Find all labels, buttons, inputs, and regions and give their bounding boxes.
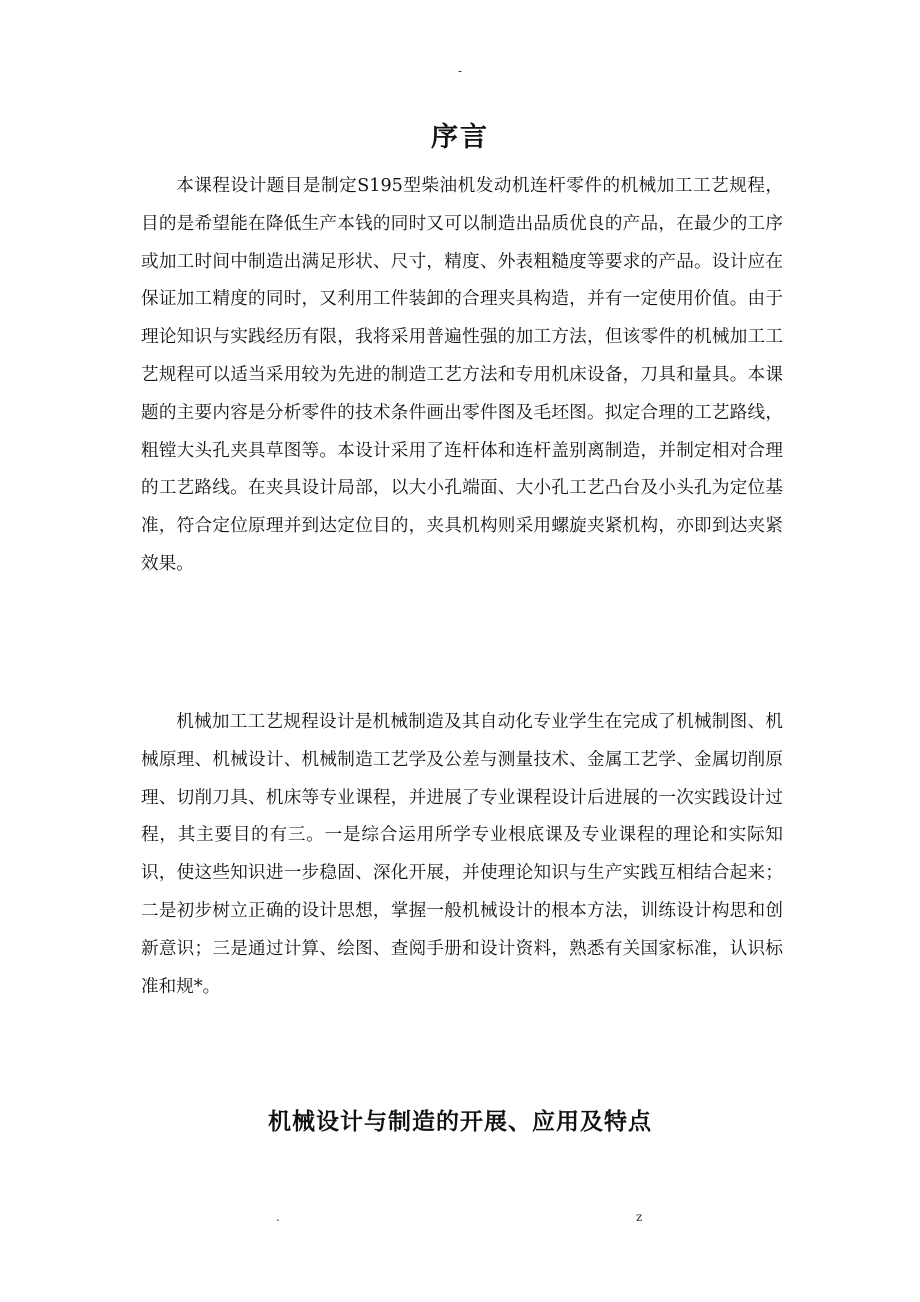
body-paragraph: 机械加工工艺规程设计是机械制造及其自动化专业学生在完成了机械制图、机械原理、机械设计、机械制造工艺学及公差与测量技术、金属工艺学、金属切削原理、切削刀具、机床等专业课程，并进展了专业课程设计后进展的一次实践设计过程，其主要目的有三。一是综合运用所学专业根底课及专业课程的理论和实际知识，使这些知识进一步稳固、深化开展，并使理论知识与生产实践互相结合起来；二是初步树立正确的设计思想，掌握一般机械设计的根本方法，训练设计构思和创新意识；三是通过计算、绘图、查阅手册和设计资料，熟悉有关国家标准，认识标准和规*。: [141, 712, 783, 997]
page-title: 序言: [431, 122, 489, 153]
body-paragraph: 本课程设计题目是制定S195型柴油机发动机连杆零件的机械加工工艺规程，目的是希望能在降低生产本钱的同时又可以制造出品质优良的产品，在最少的工序或加工时间中制造出满足形状、尺寸，精度、外表粗糙度等要求的产品。设计应在保证加工精度的同时，又利用工件装卸的合理夹具构造，并有一定使用价值。由于理论知识与实践经历有限，我将采用普遍性强的加工方法，但该零件的机械加工工艺规程可以适当采用较为先进的制造工艺方法和专用机床设备，刀具和量具。本课题的主要内容是分析零件的技术条件画出零件图及毛坯图。拟定合理的工艺路线，粗镗大头孔夹具草图等。本设计采用了连杆体和连杆盖别离制造，并制定相对合理的工艺路线。在夹具设计局部，以大小孔端面、大小孔工艺凸台及小头孔为定位基准，符合定位原理并到达定位目的，夹具机构则采用螺旋夹紧机构，亦即到达夹紧效果。: [141, 176, 783, 574]
header-mark: -: [457, 64, 463, 78]
section-heading: 机械设计与制造的开展、应用及特点: [268, 1108, 652, 1135]
footer-left-mark: .: [276, 1210, 280, 1224]
footer-right-mark: z: [636, 1210, 643, 1224]
